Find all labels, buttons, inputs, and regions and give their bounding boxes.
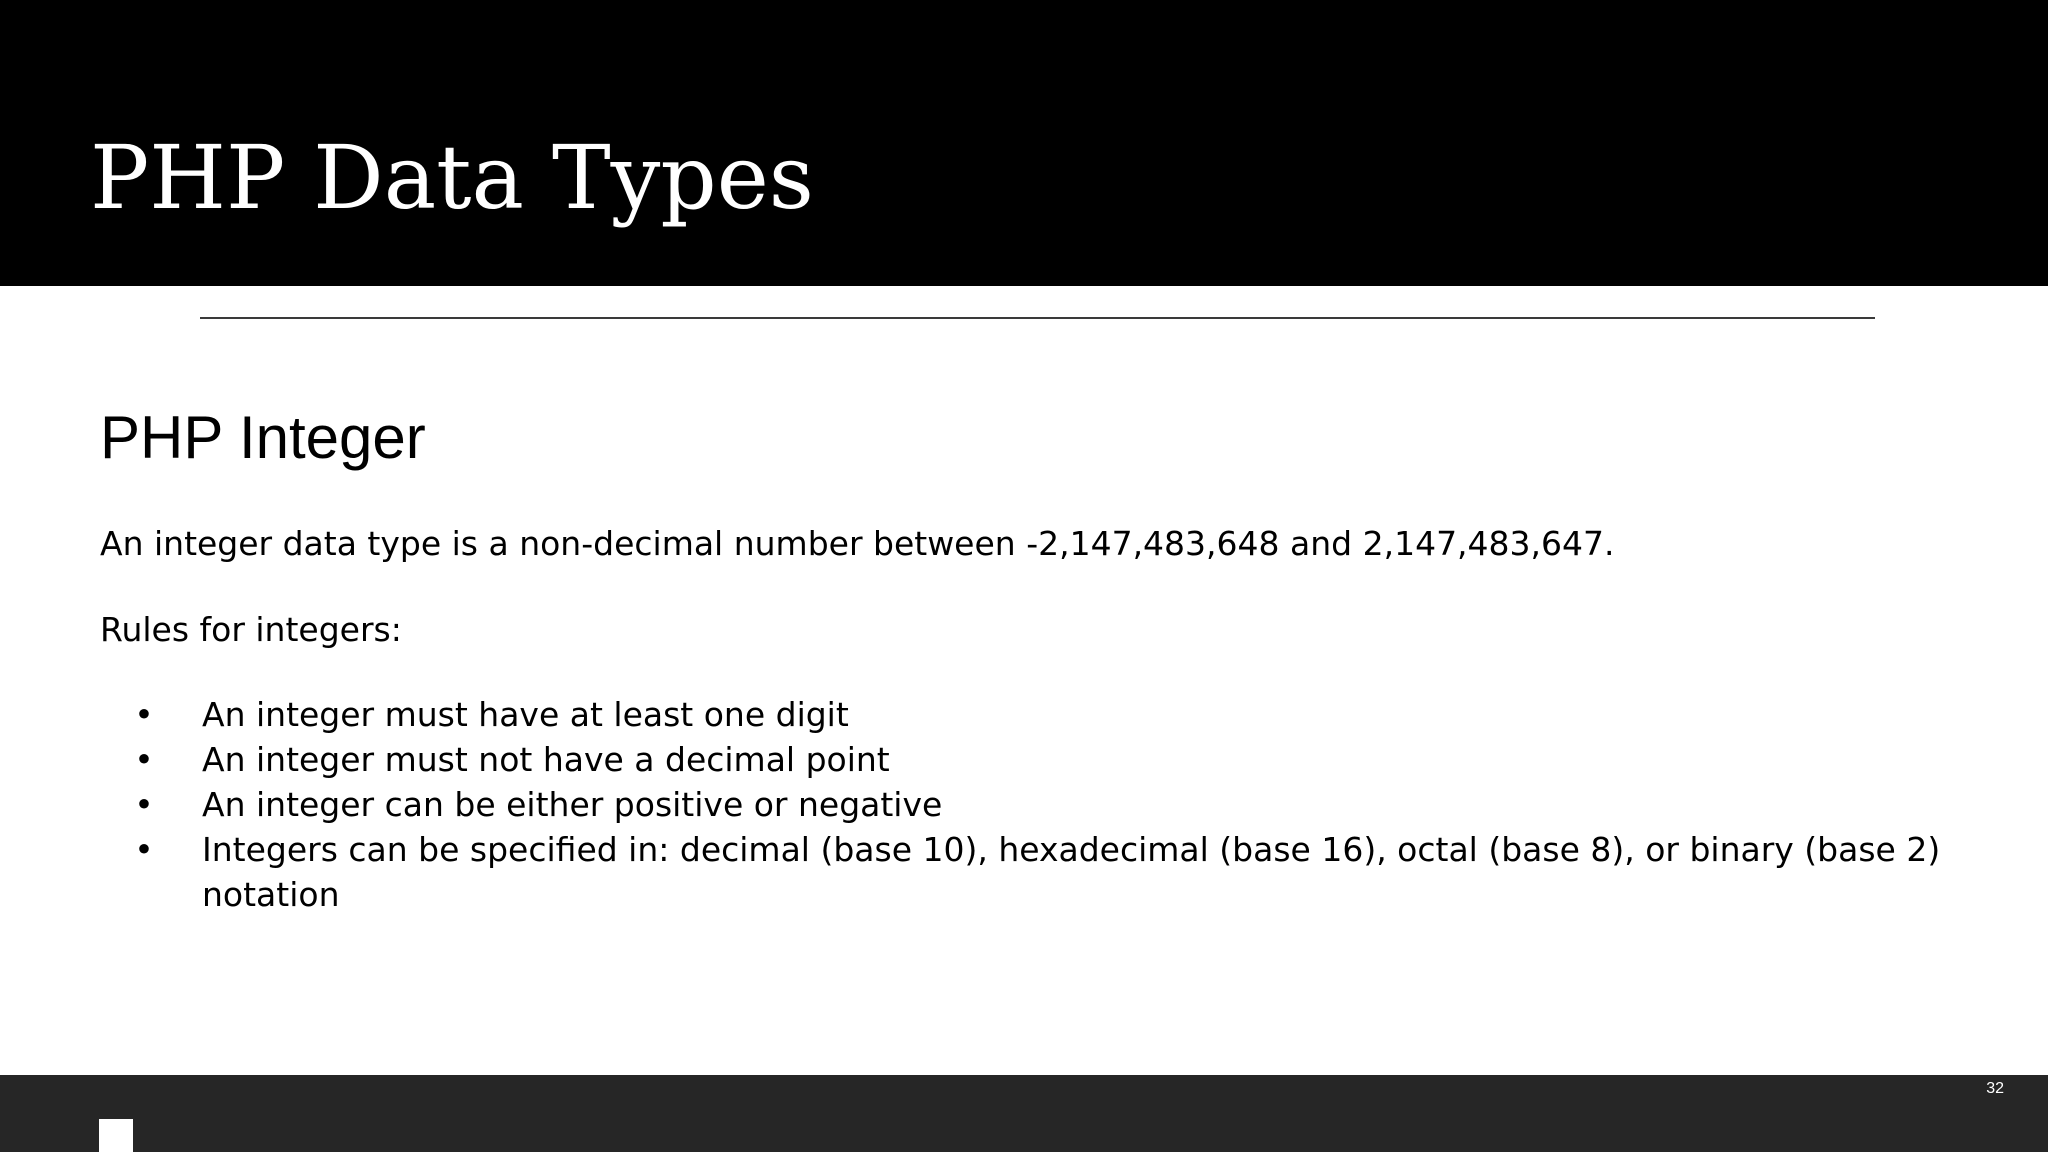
rule-text: An integer must have at least one digit [202, 695, 849, 734]
section-heading: PHP Integer [100, 404, 426, 471]
page-number: 32 [1986, 1080, 2004, 1097]
bullet-icon: • [134, 830, 154, 869]
slide-title: PHP Data Types [90, 126, 814, 229]
list-item [100, 827, 1960, 917]
rule-text: Integers can be specified in: decimal (base 10), hexadecimal (base 16), octal (base 8), or binary (base 2) notation [202, 830, 1941, 914]
footer-logo-mark [99, 1119, 133, 1152]
divider-line [200, 317, 1875, 319]
intro-paragraph: An integer data type is a non-decimal number between -2,147,483,648 and 2,147,483,647. [100, 524, 1615, 563]
rule-text: An integer can be either positive or negative [202, 785, 943, 824]
footer-band [0, 1075, 2048, 1152]
list-item [100, 782, 1960, 827]
rule-text: An integer must not have a decimal point [202, 740, 890, 779]
rules-list [100, 692, 1960, 917]
list-item [100, 692, 1960, 737]
list-item [100, 737, 1960, 782]
bullet-icon: • [134, 740, 154, 779]
bullet-icon: • [134, 785, 154, 824]
rules-heading: Rules for integers: [100, 610, 402, 649]
bullet-icon: • [134, 695, 154, 734]
